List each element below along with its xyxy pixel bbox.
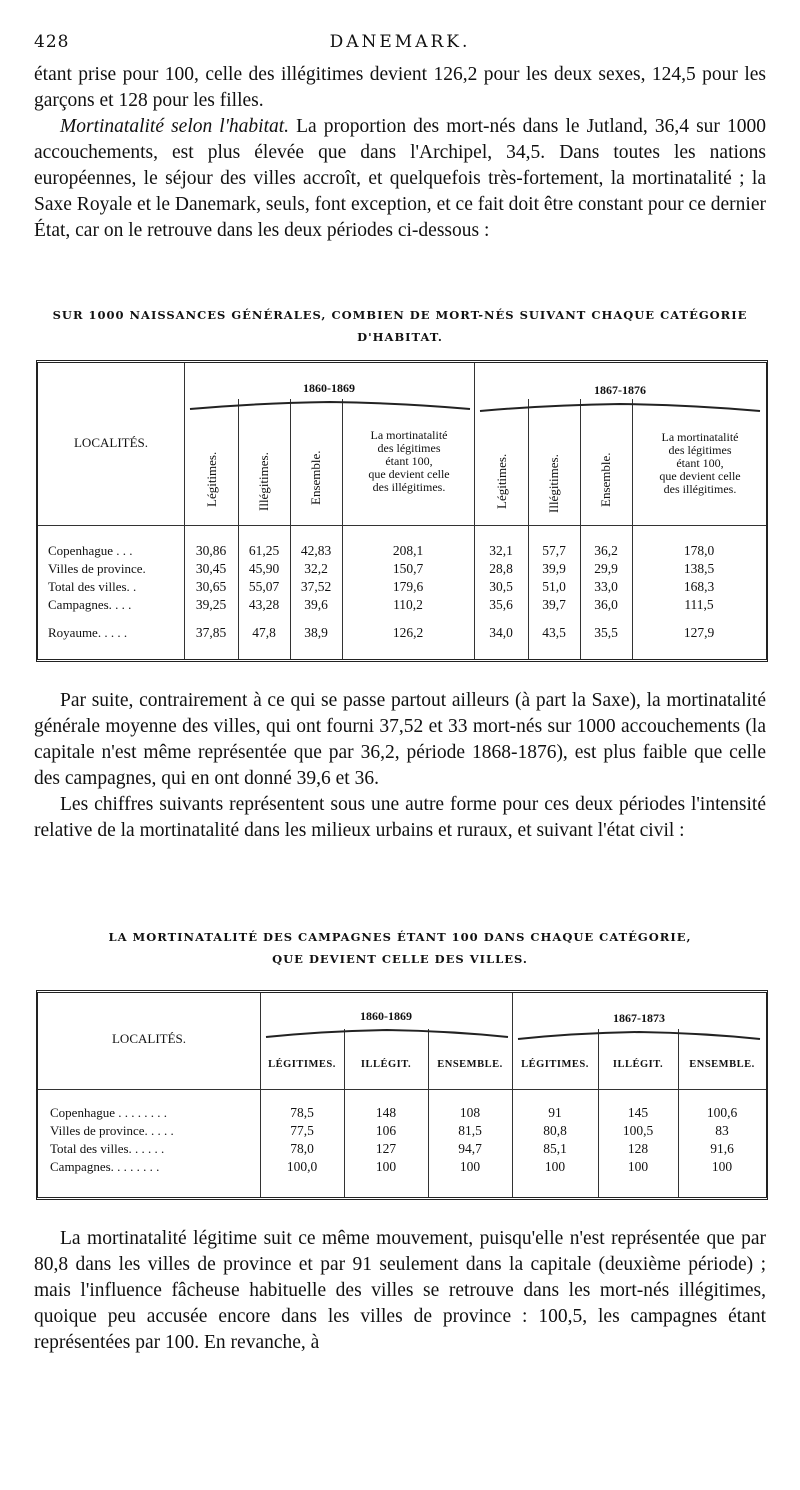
column-header-illegit: ILLÉGIT. xyxy=(612,1059,664,1070)
row-label: Campagnes. . . . xyxy=(48,597,132,612)
table-cell: 38,9 xyxy=(304,625,328,640)
middle-text xyxy=(34,688,766,844)
table-cell: 39,6 xyxy=(304,597,328,612)
running-title: DANEMARK. xyxy=(329,32,471,52)
column-header-ratio: La mortinatalité des légitimes étant 100, que devient celle des illégitimes. xyxy=(659,430,741,496)
row-label: Copenhague . . . xyxy=(48,543,133,558)
table-cell: 51,0 xyxy=(542,579,566,594)
table-cell: 148 xyxy=(375,1105,397,1120)
table-cell: 100 xyxy=(544,1159,566,1174)
paragraph: étant prise pour 100, celle des illégitimes devient 126,2 pour les deux sexes, 124,5 pour les garçons et 128 pour les filles. xyxy=(34,64,766,111)
table1-caption: SUR 1000 NAISSANCES GÉNÉRALES, COMBIEN DE MORT-NÉS SUIVANT CHAQUE CATÉGORIE D'HABITAT. xyxy=(52,308,748,344)
table-cell: 208,1 xyxy=(392,543,424,558)
row-label: Royaume. . . . . xyxy=(48,625,128,640)
column-header-illegitimes: Illégitimes. xyxy=(256,452,271,511)
table-cell: 30,65 xyxy=(195,579,227,594)
column-header-ratio: La mortinatalité des légitimes étant 100, que devient celle des illégitimes. xyxy=(368,428,450,494)
row-label: Campagnes. . . . . . . . xyxy=(50,1159,160,1174)
table-cell: 106 xyxy=(375,1123,397,1138)
table-cell: 36,2 xyxy=(594,543,618,558)
section-heading: Mortinatalité selon l'habitat. xyxy=(60,116,290,137)
table-cell: 30,86 xyxy=(195,543,227,558)
table-cell: 78,0 xyxy=(290,1141,314,1156)
table-cell: 100,5 xyxy=(622,1123,654,1138)
table-cell: 100 xyxy=(711,1159,733,1174)
table-cell: 100 xyxy=(459,1159,481,1174)
table-cell: 91 xyxy=(548,1105,562,1120)
period-header-2: 1867-1873 xyxy=(613,1011,665,1025)
period-header-1: 1860-1869 xyxy=(303,381,355,395)
period-header-2: 1867-1876 xyxy=(594,383,646,397)
brace-icon xyxy=(478,403,762,413)
table-cell: 42,83 xyxy=(300,543,332,558)
table-cell: 35,6 xyxy=(489,597,513,612)
table-cell: 85,1 xyxy=(543,1141,567,1156)
table-cell: 178,0 xyxy=(683,543,715,558)
table-cell: 61,25 xyxy=(248,543,280,558)
table-cell: 138,5 xyxy=(683,561,715,576)
column-header-localites: LOCALITÉS. xyxy=(73,435,149,450)
column-header-illegit: ILLÉGIT. xyxy=(360,1059,412,1070)
table-cell: 37,85 xyxy=(195,625,227,640)
table-cell: 108 xyxy=(459,1105,481,1120)
table-cell: 126,2 xyxy=(392,625,424,640)
table-cell: 145 xyxy=(627,1105,649,1120)
table-cell: 39,9 xyxy=(542,561,566,576)
table-cell: 150,7 xyxy=(392,561,424,576)
table-cell: 32,2 xyxy=(304,561,328,576)
table-cell: 47,8 xyxy=(252,625,276,640)
table-cell: 35,5 xyxy=(594,625,618,640)
brace-icon xyxy=(264,1029,510,1039)
paragraph: Par suite, contrairement à ce qui se passe partout ailleurs (à part la Saxe), la mortinatalité générale moyenne des villes, qui ont fourni 37,52 et 33 mort-nés sur 1000 accouchements (la capitale n'est même représentée que par 36,2, période 1868-1876), est plus faible que celle des campagnes, qui en ont donné 39,6 et 36. xyxy=(34,690,766,789)
table-cell: 43,5 xyxy=(542,625,566,640)
bottom-text xyxy=(34,1226,766,1356)
column-header-localites: LOCALITÉS. xyxy=(111,1031,187,1046)
column-header-ensemble: Ensemble. xyxy=(598,452,613,507)
column-header-legitimes: Légitimes. xyxy=(204,451,219,507)
table-cell: 91,6 xyxy=(710,1141,734,1156)
table-cell: 100 xyxy=(375,1159,397,1174)
table-cell: 32,1 xyxy=(489,543,513,558)
column-header-ensemble: ENSEMBLE. xyxy=(689,1059,755,1070)
table-cell: 36,0 xyxy=(594,597,618,612)
table-cell: 94,7 xyxy=(458,1141,482,1156)
table-cell: 128 xyxy=(627,1141,649,1156)
column-header-ensemble: Ensemble. xyxy=(308,450,323,505)
row-label: Total des villes. . xyxy=(48,579,137,594)
table-cell: 83 xyxy=(715,1123,729,1138)
column-header-legitimes: Légitimes. xyxy=(494,453,509,509)
table-cell: 127,9 xyxy=(683,625,715,640)
table-cell: 37,52 xyxy=(300,579,332,594)
table-cell: 110,2 xyxy=(393,597,423,612)
row-label: Villes de province. xyxy=(48,561,146,576)
stillbirth-table-2 xyxy=(36,990,768,1200)
table-cell: 78,5 xyxy=(290,1105,314,1120)
table-cell: 39,7 xyxy=(542,597,566,612)
row-label: Villes de province. . . . . xyxy=(50,1123,174,1138)
paragraph: La mortinatalité légitime suit ce même mouvement, puisqu'elle n'est représentée que par 80,8 dans les villes de province et par 91 seulement dans la capitale (deuxième période) ; mais l'influence fâcheuse habituelle des villes se retrouve dans les mort-nés illégitimes, quoique peu accusée encore dans les villes de province : 100,5, les campagnes étant représentées par 100. En revanche, à xyxy=(34,1228,766,1353)
table-cell: 45,90 xyxy=(248,561,280,576)
paragraph: Les chiffres suivants représentent sous une autre forme pour ces deux périodes l'intensité relative de la mortinatalité dans les milieux urbains et ruraux, et suivant l'état civil : xyxy=(34,794,766,841)
column-header-ensemble: ENSEMBLE. xyxy=(437,1059,503,1070)
row-label: Total des villes. . . . . . xyxy=(50,1141,165,1156)
table-cell: 43,28 xyxy=(248,597,280,612)
table-cell: 168,3 xyxy=(683,579,715,594)
brace-icon xyxy=(188,401,472,411)
table-cell: 55,07 xyxy=(248,579,280,594)
table-cell: 111,5 xyxy=(684,597,714,612)
table-cell: 28,8 xyxy=(489,561,513,576)
top-text xyxy=(34,62,766,244)
table-cell: 34,0 xyxy=(489,625,513,640)
table-cell: 127 xyxy=(375,1141,397,1156)
table-cell: 100,0 xyxy=(286,1159,318,1174)
table-cell: 33,0 xyxy=(594,579,618,594)
table-cell: 100 xyxy=(627,1159,649,1174)
table-cell: 179,6 xyxy=(392,579,424,594)
column-header-illegitimes: Illégitimes. xyxy=(546,454,561,513)
table-cell: 80,8 xyxy=(543,1123,567,1138)
table-cell: 100,6 xyxy=(706,1105,738,1120)
column-header-legitimes: LÉGITIMES. xyxy=(521,1059,589,1070)
column-header-legitimes: LÉGITIMES. xyxy=(268,1059,336,1070)
table-cell: 81,5 xyxy=(458,1123,482,1138)
page-header xyxy=(34,32,766,56)
page-number: 428 xyxy=(34,32,70,52)
brace-icon xyxy=(516,1031,762,1041)
table-cell: 29,9 xyxy=(594,561,618,576)
table2-caption: LA MORTINATALITÉ DES CAMPAGNES ÉTANT 100 DANS CHAQUE CATÉGORIE, QUE DEVIENT CELLE DES VILLES. xyxy=(108,930,692,966)
table-cell: 39,25 xyxy=(195,597,227,612)
row-label: Copenhague . . . . . . . . xyxy=(50,1105,167,1120)
paragraph: Mortinatalité selon l'habitat. La proportion des mort-nés dans le Jutland, 36,4 sur 1000 accouchements, est plus élevée que dans l'Archipel, 34,5. Dans toutes les nations européennes, le séjour des villes accroît, et quelquefois très-fortement, la mortinatalité ; la Saxe Royale et le Danemark, seuls, font exception, et ce fait doit être constant pour ce dernier État, car on le retrouve dans les deux périodes ci-dessous : xyxy=(34,116,766,241)
table-cell: 30,45 xyxy=(195,561,227,576)
table-cell: 57,7 xyxy=(542,543,566,558)
period-header-1: 1860-1869 xyxy=(360,1009,412,1023)
table-cell: 30,5 xyxy=(489,579,513,594)
stillbirth-table-1 xyxy=(36,360,768,662)
table-cell: 77,5 xyxy=(290,1123,314,1138)
